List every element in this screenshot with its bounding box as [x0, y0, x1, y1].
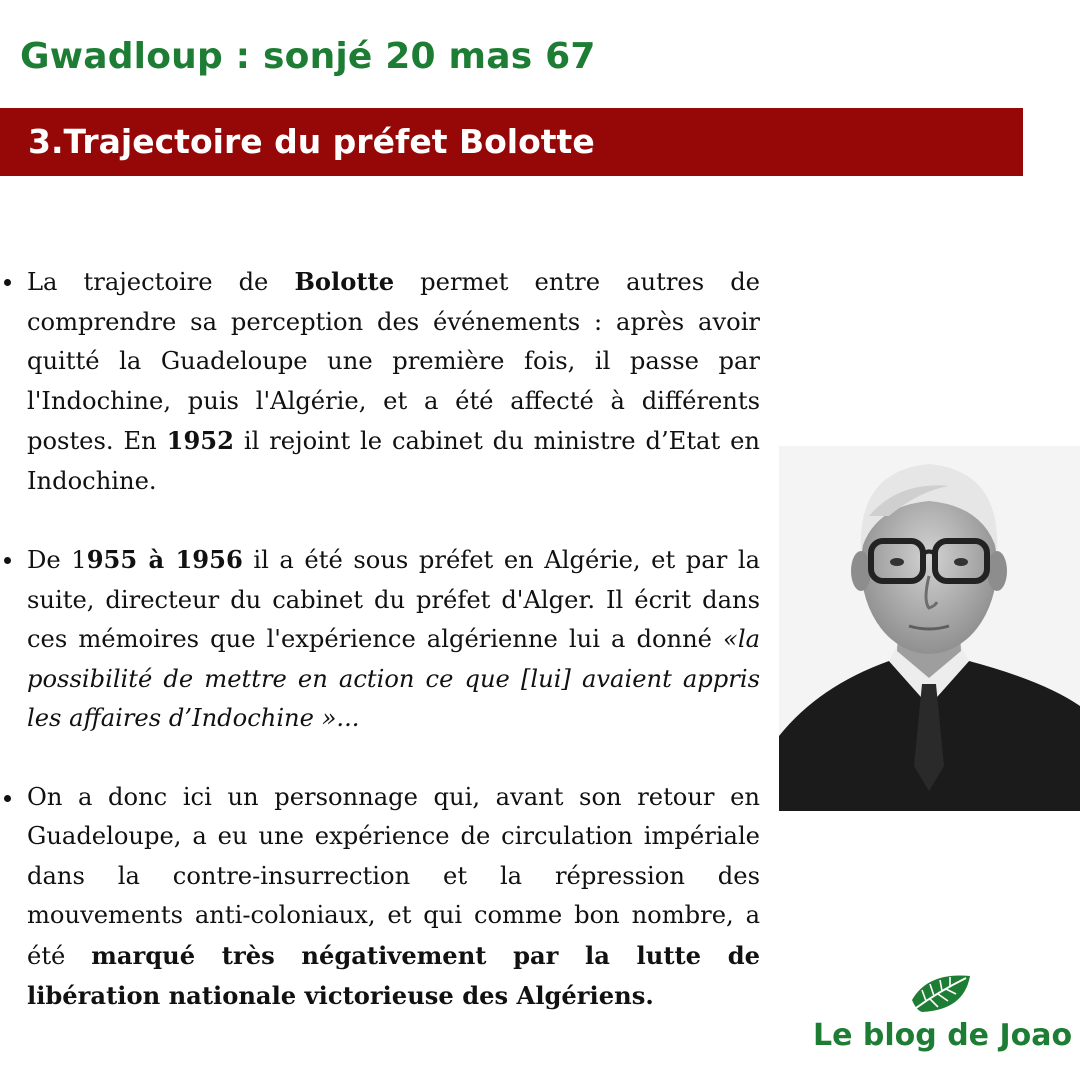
bullet-list — [0, 262, 760, 1056]
bullet-text: il a été sous préfet en Algérie, et par la suite, directeur du cabinet du préfet d'Alger. Il écrit dans ces mémoires que l'expérience algérienne lui a donné — [27, 546, 760, 653]
leaf-icon — [908, 970, 974, 1016]
portrait-photo — [779, 446, 1080, 811]
bullet-bold-text: Bolotte — [294, 267, 395, 296]
bullet-text: il rejoint le cabinet du ministre d’Etat en Indochine. — [27, 427, 760, 495]
blog-name: Le blog de Joao — [813, 1018, 1073, 1053]
page-title: Gwadloup : sonjé 20 mas 67 — [20, 36, 596, 77]
section-banner — [0, 108, 1023, 176]
bullet-text: La trajectoire de — [27, 268, 295, 296]
bullet-item — [0, 540, 760, 739]
bullet-item — [0, 778, 760, 1017]
bullet-text: De 1 — [27, 546, 87, 574]
bullet-bold-text: 1952 — [166, 426, 234, 455]
bullet-item — [0, 262, 760, 501]
bullet-bold-text: 955 à 1956 — [86, 545, 243, 574]
bullet-text: On a donc ici un personnage qui, avant son retour en Guadeloupe, a eu une expérience de circulation impériale dans la contre-insurrection et la répression des mouvements anti-coloniaux, et qui comme bon nombre, a été — [27, 782, 760, 970]
section-title: 3.Trajectoire du préfet Bolotte — [28, 122, 595, 161]
bullet-bold-text: marqué très négativement par la lutte de libération nationale victorieuse des Algériens. — [27, 940, 760, 1010]
bullet-text: permet entre autres de comprendre sa perception des événements : après avoir quitté la Guadeloupe une première fois, il passe par l'Indochine, puis l'Algérie, et a été affecté à différents postes. En — [27, 268, 760, 455]
bullet-quote: «la possibilité de mettre en action ce que [lui] avaient appris les affaires d’Indochine »... — [27, 625, 760, 732]
